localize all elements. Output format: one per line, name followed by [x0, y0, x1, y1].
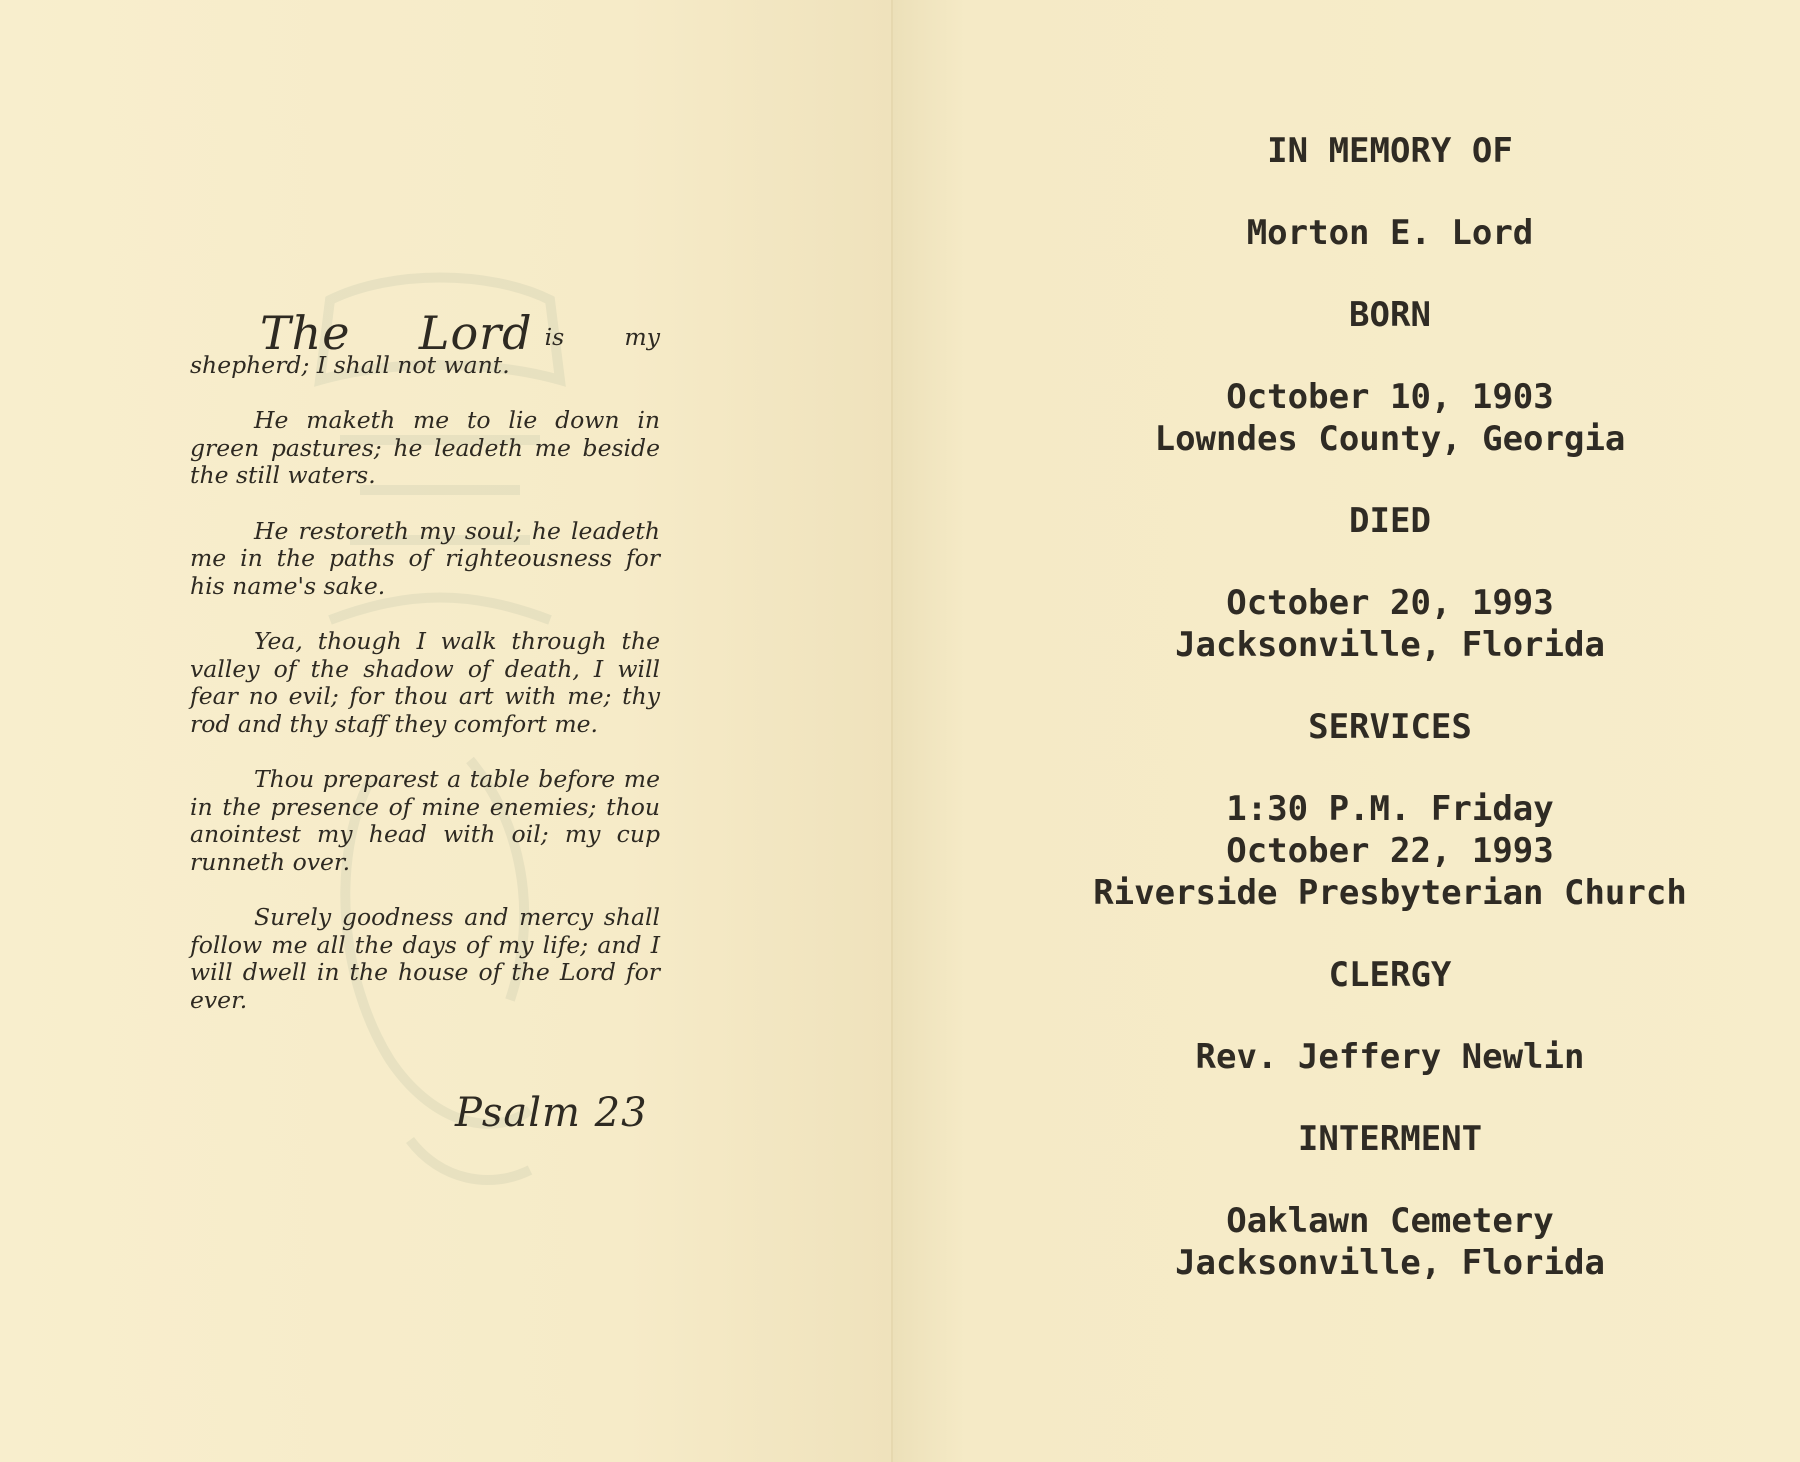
services-date: October 22, 1993	[1226, 831, 1554, 871]
died-place: Jacksonville, Florida	[1175, 625, 1605, 665]
psalm-verse-3: He restoreth my soul; he leadeth me in the paths of righteousness for his name's sake.	[190, 516, 660, 600]
memorial-program	[1020, 130, 1760, 1284]
psalm-text	[190, 306, 660, 1042]
psalm-signature: Psalm 23	[455, 1090, 648, 1136]
born-date: October 10, 1903	[1226, 377, 1554, 417]
program-heading: IN MEMORY OF	[1267, 131, 1513, 171]
interment-label: INTERMENT	[1297, 1119, 1483, 1159]
psalm-verse-6: Surely goodness and mercy shall follow me all the days of my life; and I will dwell in the house of the Lord for ever.	[190, 903, 660, 1014]
psalm-verse-1-text: is my shepherd; I shall not want.	[190, 323, 660, 379]
services-time: 1:30 P.M. Friday	[1226, 789, 1554, 829]
interment-place: Oaklawn Cemetery	[1226, 1201, 1554, 1241]
services-place: Riverside Presbyterian Church	[1093, 873, 1687, 913]
born-place: Lowndes County, Georgia	[1154, 419, 1626, 459]
born-label: BORN	[1349, 295, 1431, 335]
left-panel	[0, 0, 893, 1462]
deceased-name: Morton E. Lord	[1246, 213, 1534, 253]
psalm-verse-5: Thou preparest a table before me in the presence of mine enemies; thou anointest my head with oil; my cup runneth over.	[190, 765, 660, 876]
died-date: October 20, 1993	[1226, 583, 1554, 623]
psalm-verse-4: Yea, though I walk through the valley of the shadow of death, I will fear no evil; for thou art with me; thy rod and thy staff they comfort me.	[190, 627, 660, 738]
psalm-verse-2: He maketh me to lie down in green pastures; he leadeth me beside the still waters.	[190, 406, 660, 489]
interment-city: Jacksonville, Florida	[1175, 1243, 1605, 1283]
psalm-script-lead: The Lord	[260, 306, 533, 360]
died-label: DIED	[1349, 501, 1431, 541]
clergy-name: Rev. Jeffery Newlin	[1195, 1037, 1585, 1077]
services-label: SERVICES	[1308, 707, 1472, 747]
clergy-label: CLERGY	[1328, 955, 1452, 995]
psalm-verse-1	[190, 306, 660, 379]
